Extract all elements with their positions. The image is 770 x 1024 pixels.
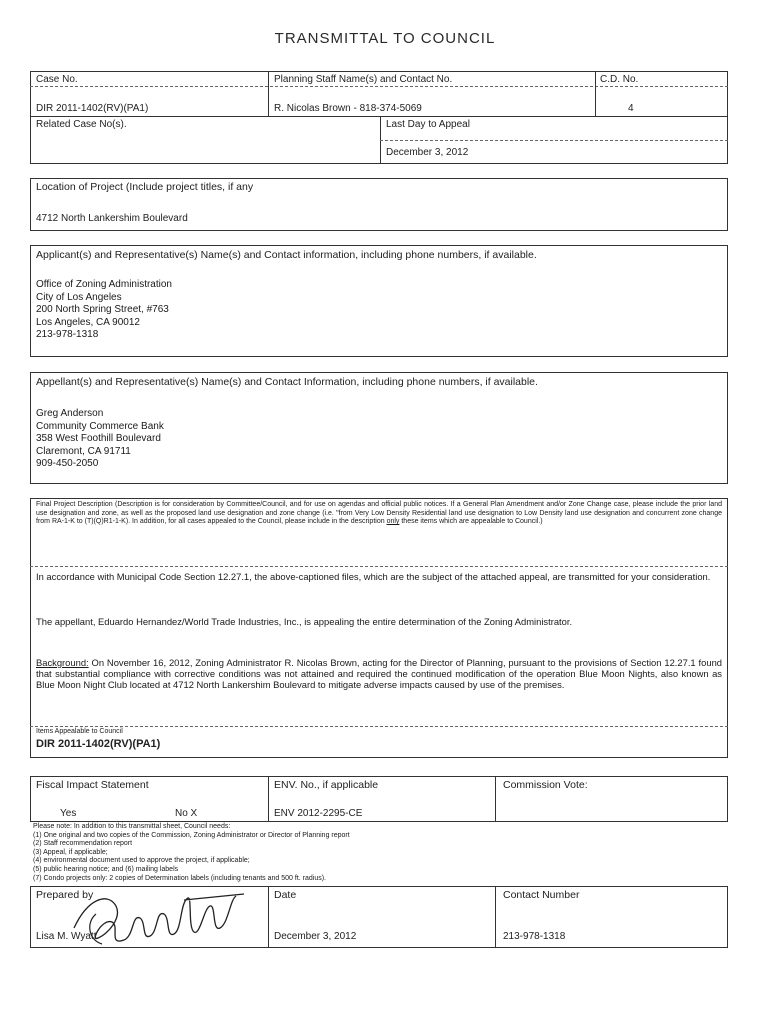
- note-item: (5) public hearing notice; and (6) mailing labels: [33, 865, 179, 873]
- signature-image: [68, 888, 258, 950]
- background-heading: Background:: [36, 657, 89, 668]
- applicant-line: City of Los Angeles: [36, 291, 122, 303]
- env-no-value: ENV 2012-2295-CE: [274, 808, 363, 819]
- council-needs-note: Please note: In addition to this transmittal sheet, Council needs: (1) One original and two copies of the Commission, Zoning Administrator or Director of Planning report (2) Staff recommendation report (3) Appeal, if applicable; (4) environmental document used to approve the project, if applicable; (5) public hearing notice; and (6) mailing labels (7) Condo projects only: 2 copies of Determination labels (including tenants and 500 ft. radius).: [33, 823, 723, 883]
- env-no-label: ENV. No., if applicable: [274, 779, 379, 791]
- note-item: (2) Staff recommendation report: [33, 840, 133, 848]
- description-instructions: Final Project Description (Description is for consideration by Committee/Council, and for use on agendas and official public notices. If a General Plan Amendment and/or Zone Change case, please include the prior land use designation and zone, as well as the proposed land use designation and zone change (i.e. "from Very Low Density Residential land use designation to Low Density land use designation and concurrent zone change from RA-1-K to (T)(Q)R1-1-K). In addition, for all cases appealed to the Council, please include in the description only these items which are appealable to Council.): [36, 501, 722, 526]
- cd-no-value: 4: [628, 103, 634, 114]
- appellant-line: 358 West Foothill Boulevard: [36, 433, 161, 444]
- note-item: (1) One original and two copies of the Commission, Zoning Administrator or Director of Planning report: [33, 831, 350, 839]
- appellant-label: Appellant(s) and Representative(s) Name(s) and Contact Information, including phone numbers, if available.: [36, 376, 538, 388]
- location-value: 4712 North Lankershim Boulevard: [36, 213, 188, 224]
- applicant-contact: [36, 279, 172, 342]
- prepared-by-label: Prepared by: [36, 889, 94, 901]
- appellant-line: 909-450-2050: [36, 458, 99, 469]
- items-appealable-label: Items Appealable to Council: [36, 728, 123, 735]
- applicant-line: Office of Zoning Administration: [36, 279, 172, 290]
- cd-no-label: C.D. No.: [600, 74, 639, 85]
- description-para-2: The appellant, Eduardo Hernandez/World Trade Industries, Inc., is appealing the entire determination of the Zoning Administrator.: [36, 616, 573, 627]
- last-day-appeal-label: Last Day to Appeal: [386, 119, 470, 130]
- applicant-line: 213-978-1318: [36, 329, 99, 340]
- page-title: TRANSMITTAL TO COUNCIL: [274, 30, 496, 47]
- description-para-3: Background: On November 16, 2012, Zoning Administrator R. Nicolas Brown, acting for the Director of Planning, pursuant to the provisions of Section 12.27.1 found that substantial compliance with corrective conditions was not attained and required the continued modification of the operation Blue Moon Nights, also known as Blue Moon Night Club located at 4712 North Lankershim Boulevard to mitigate adverse impacts caused by use of the premises.: [36, 657, 722, 691]
- note-item: (4) environmental document used to approve the project, if applicable;: [33, 857, 250, 865]
- description-para-1: In accordance with Municipal Code Section 12.27.1, the above-captioned files, which are the subject of the attached appeal, are transmitted for your consideration.: [36, 571, 711, 582]
- applicant-label: Applicant(s) and Representative(s) Name(s) and Contact information, including phone numbers, if available.: [36, 249, 537, 261]
- staff-label: Planning Staff Name(s) and Contact No.: [274, 74, 453, 85]
- prepared-by-value: Lisa M. Wyatt: [36, 931, 97, 942]
- note-item: (3) Appeal, if applicable;: [33, 848, 108, 856]
- fiscal-yes: Yes: [60, 808, 77, 819]
- fiscal-impact-label: Fiscal Impact Statement: [36, 779, 149, 791]
- items-appealable-value: DIR 2011-1402(RV)(PA1): [36, 738, 161, 750]
- commission-vote-label: Commission Vote:: [503, 779, 588, 791]
- case-no-label: Case No.: [36, 74, 78, 85]
- appellant-line: Claremont, CA 91711: [36, 445, 131, 457]
- applicant-line: Los Angeles, CA 90012: [36, 316, 140, 328]
- related-case-label: Related Case No(s).: [36, 119, 127, 130]
- case-no-value: DIR 2011-1402(RV)(PA1): [36, 103, 149, 114]
- fiscal-no: No X: [175, 808, 198, 819]
- note-item: (7) Condo projects only: 2 copies of Determination labels (including tenants and 500 ft. radius).: [33, 874, 326, 882]
- contact-number-label: Contact Number: [503, 889, 580, 901]
- staff-value: R. Nicolas Brown - 818-374-5069: [274, 103, 422, 114]
- appellant-line: Community Commerce Bank: [36, 420, 164, 432]
- location-label: Location of Project (Include project titles, if any: [36, 181, 254, 193]
- date-label: Date: [274, 889, 297, 901]
- contact-number-value: 213-978-1318: [503, 931, 566, 942]
- appellant-line: Greg Anderson: [36, 408, 104, 419]
- description-box: [30, 498, 728, 758]
- applicant-line: 200 North Spring Street, #763: [36, 304, 169, 315]
- appellant-contact: [36, 408, 164, 471]
- date-value: December 3, 2012: [274, 931, 357, 942]
- last-day-appeal-value: December 3, 2012: [386, 147, 469, 158]
